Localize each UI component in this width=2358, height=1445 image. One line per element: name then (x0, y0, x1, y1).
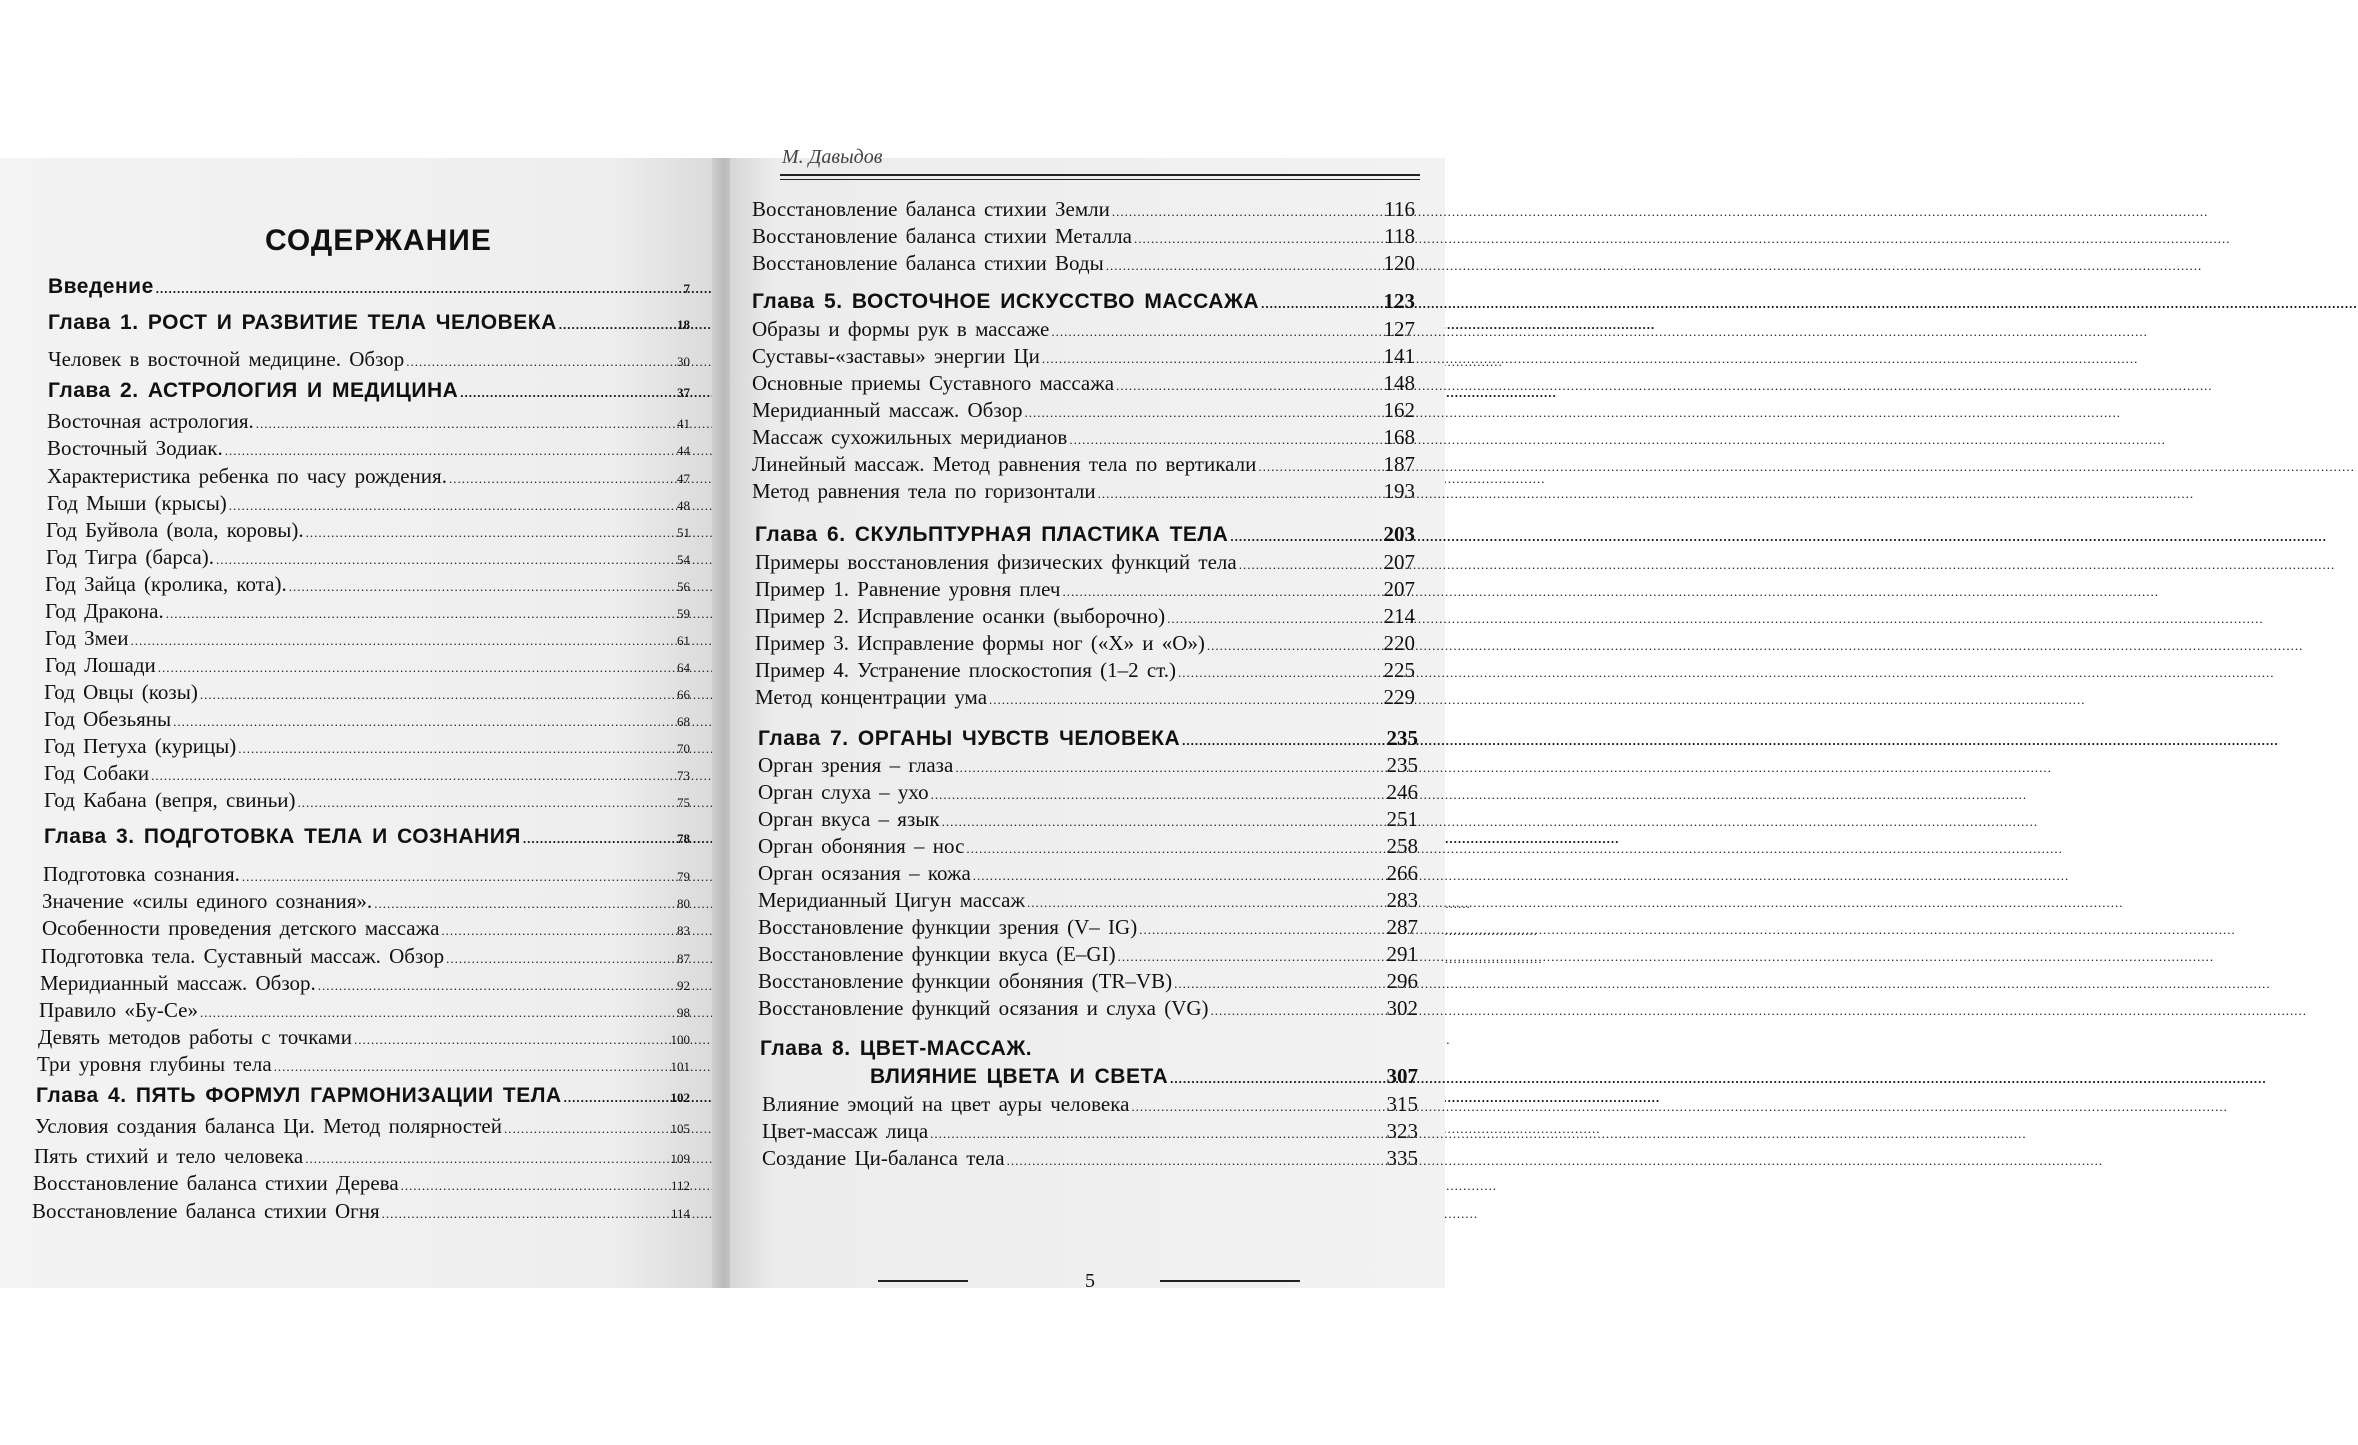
toc-chapter-row (758, 725, 1418, 754)
toc-page-number: 116 (1384, 197, 1415, 221)
toc-entry-title: Образы и формы рук в массаже (752, 317, 1050, 341)
toc-page-number: 79 (677, 869, 690, 884)
toc-entry-title: Восстановление баланса стихии Земли (752, 197, 1110, 221)
toc-row (752, 478, 1415, 507)
toc-entry-title: Год Петуха (курицы) (44, 734, 237, 758)
toc-entry-title: Восстановление баланса стихии Воды (752, 251, 1104, 275)
toc-page-number: 54 (677, 552, 690, 567)
toc-page-number: 235 (1386, 753, 1418, 777)
toc-page-number: 168 (1383, 425, 1415, 449)
toc-entry-title: Цвет-массаж лица (762, 1119, 929, 1143)
toc-entry-title: Год Змеи (45, 626, 129, 650)
toc-entry-title: Год Дракона. (45, 599, 164, 623)
toc-page-number: 102 (670, 1090, 690, 1105)
toc-page-number: 214 (1383, 604, 1415, 628)
toc-entry-title: Глава 6. СКУЛЬПТУРНАЯ ПЛАСТИКА ТЕЛА (755, 523, 1229, 546)
dot-leader (382, 1201, 669, 1227)
dot-leader (1118, 944, 1385, 970)
toc-entry-title: Глава 4. ПЯТЬ ФОРМУЛ ГАРМОНИЗАЦИИ ТЕЛА (36, 1084, 562, 1107)
toc-entry-title: Правило «Бу-Се» (39, 998, 198, 1022)
toc-entry-title: Меридианный массаж. Обзор. (40, 971, 316, 995)
toc-row (752, 397, 1415, 426)
toc-page-number: 112 (670, 1178, 690, 1193)
toc-row (758, 887, 1418, 916)
toc-page-number: 70 (677, 741, 690, 756)
toc-page-number: 220 (1383, 631, 1415, 655)
toc-page-number: 225 (1383, 658, 1415, 682)
toc-page-number: 47 (677, 471, 690, 486)
dot-leader (216, 547, 675, 573)
dot-leader (200, 1000, 675, 1026)
toc-entry-title: Восстановление баланса стихии Металла (752, 224, 1132, 248)
toc-entry-title: Глава 7. ОРГАНЫ ЧУВСТВ ЧЕЛОВЕКА (758, 727, 1181, 750)
dot-leader (406, 349, 675, 375)
toc-entry-title: Значение «силы единого сознания». (42, 889, 373, 913)
toc-row (37, 1051, 690, 1080)
dot-leader (229, 493, 675, 519)
toc-entry-title: Восточная астрология. (47, 409, 254, 433)
toc-entry-title: Орган обоняния – нос (758, 834, 965, 858)
page-number: 5 (1085, 1270, 1095, 1292)
dot-leader (1258, 454, 1381, 480)
toc-page-number: 251 (1386, 807, 1418, 831)
toc-row (752, 223, 1415, 252)
toc-entry-title: Примеры восстановления физических функций тела (755, 550, 1237, 574)
dot-leader (1167, 606, 1381, 632)
toc-row (44, 787, 690, 816)
dot-leader (1131, 1094, 1384, 1120)
toc-entry-title: Пример 2. Исправление осанки (выборочно) (755, 604, 1166, 628)
toc-page-number: 118 (1384, 224, 1415, 248)
dot-leader (1027, 890, 1385, 916)
dot-leader (1230, 524, 1381, 550)
toc-page-number: 291 (1386, 942, 1418, 966)
footer-rule-right (1160, 1280, 1300, 1282)
toc-entry-title: Пять стихий и тело человека (34, 1144, 304, 1168)
toc-chapter-row (755, 521, 1415, 550)
dot-leader (318, 973, 675, 999)
toc-page-number: 114 (670, 1206, 690, 1221)
toc-page-number: 123 (1383, 289, 1415, 313)
toc-entry-title: Три уровня глубины тела (37, 1052, 272, 1076)
toc-row (752, 370, 1415, 399)
dot-leader (156, 276, 682, 302)
toc-page-number: 75 (677, 795, 690, 810)
toc-page-number: 105 (670, 1121, 690, 1136)
toc-row (755, 657, 1415, 686)
toc-row (47, 490, 690, 519)
dot-leader (1116, 373, 1381, 399)
toc-page-number: 296 (1386, 969, 1418, 993)
footer-rule-left (878, 1280, 968, 1282)
toc-entry-title: Год Мыши (крысы) (47, 491, 227, 515)
toc-entry-title: Меридианный Цигун массаж (758, 888, 1025, 912)
toc-entry-title: Восстановление функции обоняния (TR–VB) (758, 969, 1173, 993)
toc-page-number: 68 (677, 714, 690, 729)
dot-leader (131, 628, 676, 654)
toc-row (758, 914, 1418, 943)
toc-entry-title: Глава 5. ВОСТОЧНОЕ ИСКУССТВО МАССАЖА (752, 290, 1260, 313)
toc-page-number: 187 (1383, 452, 1415, 476)
toc-page-number: 64 (677, 660, 690, 675)
dot-leader (460, 380, 675, 406)
dot-leader (1069, 427, 1381, 453)
toc-page-number: 283 (1386, 888, 1418, 912)
toc-page-number: 18 (677, 317, 690, 332)
toc-row (762, 1091, 1418, 1120)
toc-chapter-row (48, 274, 690, 302)
toc-row (40, 970, 690, 999)
dot-leader (1261, 291, 1381, 317)
toc-entry-title: Орган слуха – ухо (758, 780, 929, 804)
dot-leader (1042, 346, 1382, 372)
toc-row (752, 424, 1415, 453)
toc-page-number: 109 (670, 1151, 690, 1166)
toc-page-number: 266 (1386, 861, 1418, 885)
toc-row (32, 1198, 690, 1227)
toc-entry-title: Глава 1. РОСТ И РАЗВИТИЕ ТЕЛА ЧЕЛОВЕКА (48, 311, 557, 334)
dot-leader (374, 891, 675, 917)
dot-leader (401, 1173, 669, 1199)
dot-leader (966, 836, 1384, 862)
toc-page-number: 101 (670, 1059, 690, 1074)
toc-page-number: 302 (1386, 996, 1418, 1020)
dot-leader (1211, 998, 1385, 1024)
toc-entry-title: Пример 3. Исправление формы ног («X» и «O») (755, 631, 1205, 655)
dot-leader (1182, 728, 1384, 754)
page-title: СОДЕРЖАНИЕ (265, 224, 492, 257)
toc-page-number: 207 (1383, 550, 1415, 574)
dot-leader (1178, 660, 1381, 686)
toc-row (758, 941, 1418, 970)
toc-row (46, 517, 690, 546)
toc-row (755, 684, 1415, 713)
toc-page-number: 100 (670, 1032, 690, 1047)
dot-leader (256, 411, 675, 437)
toc-row (755, 630, 1415, 659)
dot-leader (1134, 226, 1382, 252)
dot-leader (274, 1054, 669, 1080)
dot-leader (955, 755, 1384, 781)
dot-leader (523, 826, 675, 852)
toc-entry-title: Восточный Зодиак. (47, 436, 223, 460)
running-head: М. Давыдов (782, 146, 883, 168)
toc-page-number: 307 (1386, 1064, 1418, 1088)
toc-page-number: 92 (677, 978, 690, 993)
toc-page-number: 98 (677, 1005, 690, 1020)
toc-entry-title: Восстановление функции вкуса (E–GI) (758, 942, 1116, 966)
toc-row (39, 997, 690, 1026)
toc-entry-title: Девять методов работы с точками (38, 1025, 352, 1049)
toc-row (43, 861, 690, 890)
toc-page-number: 83 (677, 923, 690, 938)
dot-leader (449, 466, 675, 492)
dot-leader (1139, 917, 1384, 943)
toc-page-number: 7 (683, 281, 690, 296)
dot-leader (973, 863, 1385, 889)
toc-row (762, 1145, 1418, 1174)
dot-leader (1106, 253, 1382, 279)
dot-leader (930, 1121, 1384, 1147)
dot-leader (1112, 199, 1382, 225)
toc-chapter-row (48, 378, 690, 406)
toc-row (758, 968, 1418, 997)
toc-row (38, 1024, 690, 1053)
toc-row (47, 408, 690, 437)
toc-row (752, 196, 1415, 225)
toc-entry-title: Год Кабана (вепря, свиньи) (44, 788, 296, 812)
toc-row (752, 250, 1415, 279)
dot-leader (989, 687, 1381, 713)
toc-entry-title: Год Овцы (козы) (44, 680, 198, 704)
toc-entry-title: Метод равнения тела по горизонтали (752, 479, 1096, 503)
toc-row (34, 1143, 690, 1172)
dot-leader (1174, 971, 1384, 997)
toc-entry-title: Глава 8. ЦВЕТ-МАССАЖ. (760, 1037, 1033, 1060)
dot-leader (173, 709, 675, 735)
toc-row (33, 1170, 690, 1199)
toc-row (762, 1118, 1418, 1147)
toc-row (41, 943, 690, 972)
toc-page-number: 44 (677, 443, 690, 458)
dot-leader (158, 655, 675, 681)
dot-leader (1098, 481, 1382, 507)
toc-chapter-row (44, 824, 690, 852)
toc-entry-title: Введение (48, 275, 154, 298)
toc-entry-title: Год Буйвола (вола, коровы). (46, 518, 304, 542)
toc-page-number: 56 (677, 579, 690, 594)
toc-row (47, 463, 690, 492)
toc-chapter-row (36, 1083, 690, 1111)
toc-page-number: 66 (677, 687, 690, 702)
toc-row (752, 343, 1415, 372)
toc-entry-title: Восстановление баланса стихии Дерева (33, 1171, 399, 1195)
toc-page-number: 141 (1383, 344, 1415, 368)
toc-page-number: 30 (677, 354, 690, 369)
toc-chapter-row (48, 310, 690, 338)
dot-leader (166, 601, 675, 627)
toc-entry-title: Год Зайца (кролика, кота). (45, 572, 287, 596)
toc-chapter-row (752, 288, 1415, 317)
dot-leader (446, 946, 675, 972)
toc-entry-title: Подготовка сознания. (43, 862, 240, 886)
toc-entry-title: Глава 3. ПОДГОТОВКА ТЕЛА И СОЗНАНИЯ (44, 825, 521, 848)
toc-row (42, 888, 690, 917)
toc-entry-title: Год Лошади (45, 653, 156, 677)
toc-row (45, 571, 690, 600)
dot-leader (1062, 579, 1381, 605)
toc-row (45, 625, 690, 654)
toc-page-number: 78 (677, 831, 690, 846)
toc-entry-title: Влияние эмоций на цвет ауры человека (762, 1092, 1130, 1116)
toc-page-number: 203 (1383, 522, 1415, 546)
toc-entry-title: Характеристика ребенка по часу рождения. (47, 464, 447, 488)
toc-row (758, 752, 1418, 781)
dot-leader (931, 782, 1385, 808)
dot-leader (242, 864, 675, 890)
toc-page-number: 120 (1383, 251, 1415, 275)
toc-row (758, 779, 1418, 808)
toc-row (44, 679, 690, 708)
toc-row (752, 451, 1415, 480)
toc-row (758, 860, 1418, 889)
toc-page-number: 41 (677, 416, 690, 431)
toc-row (758, 806, 1418, 835)
toc-entry-title: Метод концентрации ума (755, 685, 988, 709)
toc-page-number: 229 (1383, 685, 1415, 709)
dot-leader (1007, 1148, 1385, 1174)
toc-page-number: 258 (1386, 834, 1418, 858)
toc-page-number: 127 (1383, 317, 1415, 341)
dot-leader (305, 1146, 668, 1172)
toc-page-number: 315 (1386, 1092, 1418, 1116)
toc-row (48, 346, 690, 375)
toc-row (45, 652, 690, 681)
toc-page-number: 207 (1383, 577, 1415, 601)
toc-entry-title: Человек в восточной медицине. Обзор (48, 347, 405, 371)
toc-row (35, 1113, 690, 1142)
left-page (0, 158, 718, 1288)
toc-entry-title: Орган вкуса – язык (758, 807, 940, 831)
toc-entry-title: Год Собаки (44, 761, 150, 785)
dot-leader (1239, 552, 1382, 578)
toc-entry-title: Пример 4. Устранение плоскостопия (1–2 ст.) (755, 658, 1177, 682)
toc-page-number: 235 (1386, 726, 1418, 750)
dot-leader (1207, 633, 1382, 659)
toc-entry-title: Год Тигра (барса). (46, 545, 214, 569)
toc-row (758, 995, 1418, 1024)
toc-page-number: 48 (677, 498, 690, 513)
dot-leader (942, 809, 1385, 835)
toc-page-number: 287 (1386, 915, 1418, 939)
toc-row (755, 603, 1415, 632)
toc-entry-title: Подготовка тела. Суставный массаж. Обзор (41, 944, 445, 968)
header-rule-thin (780, 179, 1420, 180)
toc-row (755, 549, 1415, 578)
toc-row (42, 915, 690, 944)
toc-page-number: 61 (677, 633, 690, 648)
toc-entry-title: Создание Ци-баланса тела (762, 1146, 1005, 1170)
toc-page-number: 87 (677, 951, 690, 966)
toc-page-number: 246 (1386, 780, 1418, 804)
toc-entry-title: ВЛИЯНИЕ ЦВЕТА И СВЕТА (870, 1065, 1169, 1088)
toc-entry-title: Орган зрения – глаза (758, 753, 954, 777)
toc-entry-title: Условия создания баланса Ци. Метод полярностей (35, 1114, 502, 1138)
toc-entry-title: Основные приемы Суставного массажа (752, 371, 1115, 395)
toc-page-number: 148 (1383, 371, 1415, 395)
toc-page-number: 323 (1386, 1119, 1418, 1143)
toc-row (755, 576, 1415, 605)
toc-row (752, 316, 1415, 345)
dot-leader (559, 312, 675, 338)
dot-leader (441, 918, 675, 944)
dot-leader (504, 1116, 669, 1142)
header-rule (780, 174, 1420, 176)
toc-chapter-row (760, 1036, 1418, 1062)
dot-leader (298, 790, 675, 816)
toc-row (47, 435, 690, 464)
toc-row (758, 833, 1418, 862)
toc-entry-title: Пример 1. Равнение уровня плеч (755, 577, 1061, 601)
toc-page-number: 59 (677, 606, 690, 621)
toc-chapter-row (870, 1063, 1418, 1092)
toc-row (44, 760, 690, 789)
toc-page-number: 335 (1386, 1146, 1418, 1170)
toc-entry-title: Восстановление функции зрения (V– IG) (758, 915, 1138, 939)
dot-leader (1051, 319, 1381, 345)
dot-leader (1025, 400, 1382, 426)
toc-entry-title: Глава 2. АСТРОЛОГИЯ И МЕДИЦИНА (48, 379, 459, 402)
dot-leader (200, 682, 675, 708)
toc-entry-title: Меридианный массаж. Обзор (752, 398, 1023, 422)
toc-entry-title: Суставы-«заставы» энергии Ци (752, 344, 1040, 368)
toc-entry-title: Массаж сухожильных меридианов (752, 425, 1068, 449)
toc-row (45, 598, 690, 627)
right-page (730, 146, 1445, 1292)
toc-row (44, 706, 690, 735)
toc-page-number: 51 (677, 525, 690, 540)
toc-page-number: 80 (677, 896, 690, 911)
dot-leader (354, 1027, 669, 1053)
dot-leader (1170, 1066, 1384, 1092)
toc-entry-title: Особенности проведения детского массажа (42, 916, 440, 940)
toc-page-number: 37 (677, 385, 690, 400)
dot-leader (151, 763, 675, 789)
toc-page-number: 162 (1383, 398, 1415, 422)
dot-leader (238, 736, 675, 762)
toc-entry-title: Линейный массаж. Метод равнения тела по вертикали (752, 452, 1257, 476)
toc-entry-title: Восстановление баланса стихии Огня (32, 1199, 380, 1223)
toc-page-number: 73 (677, 768, 690, 783)
dot-leader (306, 520, 675, 546)
toc-row (44, 733, 690, 762)
dot-leader (564, 1085, 669, 1111)
toc-entry-title: Орган осязания – кожа (758, 861, 971, 885)
book-spread (0, 146, 1445, 1292)
toc-entry-title: Восстановление функций осязания и слуха (VG) (758, 996, 1209, 1020)
dot-leader (289, 574, 675, 600)
toc-row (46, 544, 690, 573)
dot-leader (225, 438, 675, 464)
toc-entry-title: Год Обезьяны (44, 707, 172, 731)
toc-page-number: 193 (1383, 479, 1415, 503)
